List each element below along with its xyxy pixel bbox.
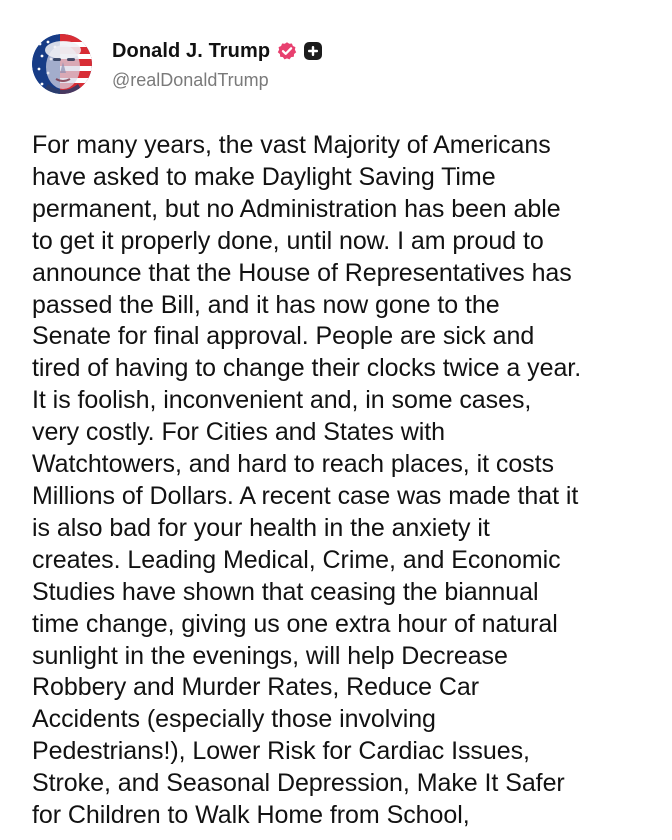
- avatar[interactable]: [32, 34, 92, 94]
- name-row: [112, 38, 323, 64]
- post-header: [32, 34, 323, 96]
- plus-badge-icon: [303, 41, 323, 61]
- post-text: For many years, the vast Majority of Americans have asked to make Daylight Saving Time permanent, but no Administration has been able to get it properly done, until now. I am proud to announce that the House of Representatives has passed the Bill, and it has now gone to the Senate for final approval. People are sick and tired of having to change their clocks twice a year. It is foolish, inconvenient and, in some cases, very costly. For Cities and States with Watchtowers, and hard to reach places, it costs Millions of Dollars. A recent case was made that it is also bad for your health in the anxiety it creates. Leading Medical, Crime, and Economic Studies have shown that ceasing the biannual time change, giving us one extra hour of natural sunlight in the evenings, will help Decrease Robbery and Murder Rates, Reduce Car Accidents (especially those involving Pedestrians!), Lower Risk for Cardiac Issues, Stroke, and Seasonal Depression, Make It Safer for Children to Walk Home from School,: [32, 131, 582, 830]
- display-name[interactable]: Donald J. Trump: [112, 39, 271, 62]
- verified-badge-icon: [277, 41, 297, 61]
- author-identity: [112, 34, 323, 91]
- author-handle[interactable]: @realDonaldTrump: [112, 70, 269, 90]
- profile-avatar-flag-icon: [32, 34, 92, 94]
